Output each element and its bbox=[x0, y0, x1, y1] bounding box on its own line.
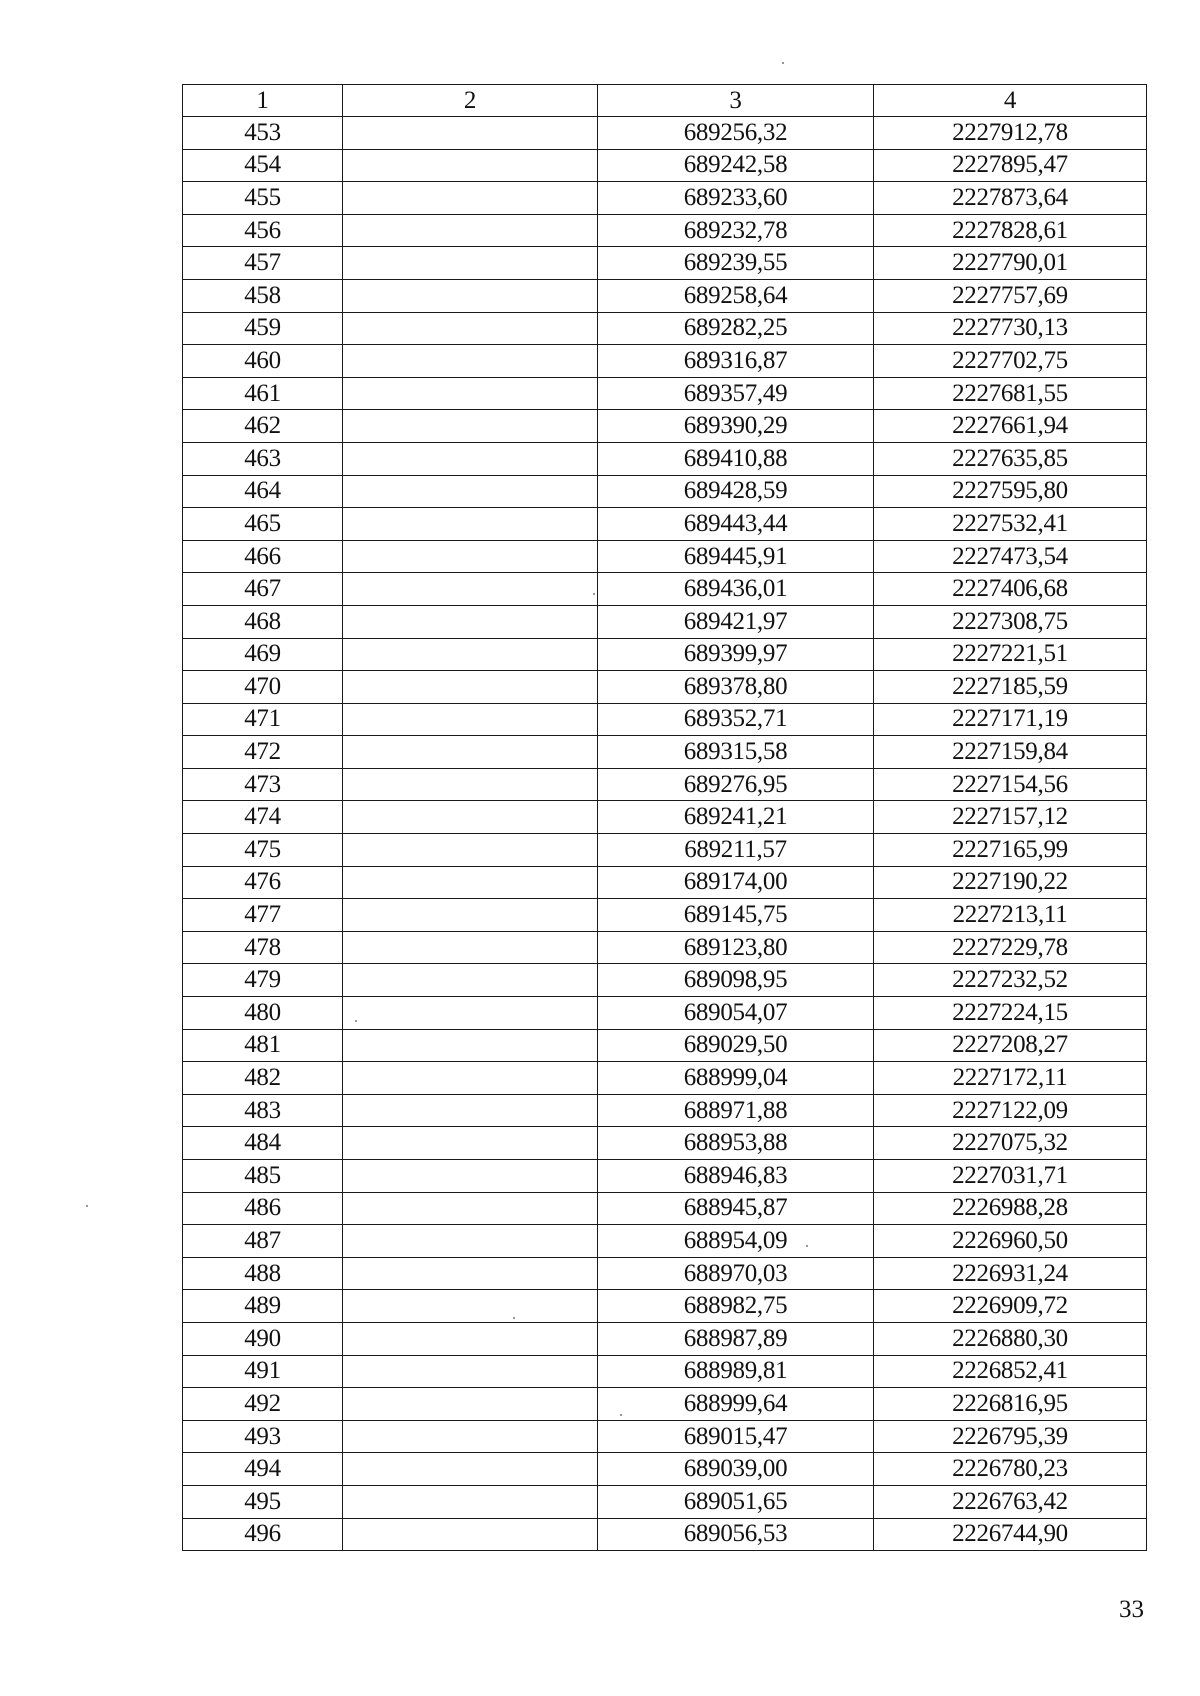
point-number-cell: 493 bbox=[183, 1420, 343, 1453]
table-row bbox=[183, 997, 1147, 1030]
point-number-cell: 456 bbox=[183, 214, 343, 247]
y-coordinate-cell: 2226763,42 bbox=[874, 1485, 1147, 1518]
x-coordinate-cell: 689039,00 bbox=[598, 1453, 874, 1486]
description-cell bbox=[343, 1225, 598, 1258]
y-coordinate-cell: 2226852,41 bbox=[874, 1355, 1147, 1388]
description-cell bbox=[343, 1420, 598, 1453]
table-row bbox=[183, 149, 1147, 182]
point-number-cell: 481 bbox=[183, 1029, 343, 1062]
table-row bbox=[183, 834, 1147, 867]
x-coordinate-cell: 689056,53 bbox=[598, 1518, 874, 1551]
y-coordinate-cell: 2227406,68 bbox=[874, 573, 1147, 606]
point-number-cell: 453 bbox=[183, 117, 343, 150]
y-coordinate-cell: 2227895,47 bbox=[874, 149, 1147, 182]
point-number-cell: 468 bbox=[183, 605, 343, 638]
x-coordinate-cell: 688954,09 bbox=[598, 1225, 874, 1258]
scan-speck bbox=[355, 1020, 357, 1022]
x-coordinate-cell: 689051,65 bbox=[598, 1485, 874, 1518]
scan-speck bbox=[806, 1245, 808, 1247]
x-coordinate-cell: 689098,95 bbox=[598, 964, 874, 997]
point-number-cell: 460 bbox=[183, 345, 343, 378]
table-row bbox=[183, 1062, 1147, 1095]
x-coordinate-cell: 689242,58 bbox=[598, 149, 874, 182]
table-row bbox=[183, 736, 1147, 769]
table-row bbox=[183, 1127, 1147, 1160]
y-coordinate-cell: 2227730,13 bbox=[874, 312, 1147, 345]
description-cell bbox=[343, 1485, 598, 1518]
point-number-cell: 457 bbox=[183, 247, 343, 280]
y-coordinate-cell: 2227190,22 bbox=[874, 866, 1147, 899]
column-header-3: 3 bbox=[598, 85, 874, 117]
point-number-cell: 469 bbox=[183, 638, 343, 671]
table-row bbox=[183, 1485, 1147, 1518]
x-coordinate-cell: 689282,25 bbox=[598, 312, 874, 345]
table-row bbox=[183, 508, 1147, 541]
table-row bbox=[183, 442, 1147, 475]
table-row bbox=[183, 377, 1147, 410]
y-coordinate-cell: 2227165,99 bbox=[874, 834, 1147, 867]
y-coordinate-cell: 2226744,90 bbox=[874, 1518, 1147, 1551]
x-coordinate-cell: 689258,64 bbox=[598, 279, 874, 312]
description-cell bbox=[343, 345, 598, 378]
y-coordinate-cell: 2227154,56 bbox=[874, 768, 1147, 801]
y-coordinate-cell: 2227229,78 bbox=[874, 931, 1147, 964]
description-cell bbox=[343, 1518, 598, 1551]
table-row bbox=[183, 866, 1147, 899]
point-number-cell: 465 bbox=[183, 508, 343, 541]
table-row bbox=[183, 1192, 1147, 1225]
point-number-cell: 477 bbox=[183, 899, 343, 932]
x-coordinate-cell: 688999,04 bbox=[598, 1062, 874, 1095]
table-row bbox=[183, 1453, 1147, 1486]
table-row bbox=[183, 182, 1147, 215]
column-header-4: 4 bbox=[874, 85, 1147, 117]
table-row bbox=[183, 1029, 1147, 1062]
y-coordinate-cell: 2227661,94 bbox=[874, 410, 1147, 443]
description-cell bbox=[343, 997, 598, 1030]
table-row bbox=[183, 475, 1147, 508]
description-cell bbox=[343, 377, 598, 410]
point-number-cell: 488 bbox=[183, 1257, 343, 1290]
y-coordinate-cell: 2227232,52 bbox=[874, 964, 1147, 997]
point-number-cell: 482 bbox=[183, 1062, 343, 1095]
y-coordinate-cell: 2227681,55 bbox=[874, 377, 1147, 410]
point-number-cell: 474 bbox=[183, 801, 343, 834]
description-cell bbox=[343, 117, 598, 150]
x-coordinate-cell: 689241,21 bbox=[598, 801, 874, 834]
table-header bbox=[183, 85, 1147, 117]
table-row bbox=[183, 573, 1147, 606]
y-coordinate-cell: 2226795,39 bbox=[874, 1420, 1147, 1453]
x-coordinate-cell: 689233,60 bbox=[598, 182, 874, 215]
point-number-cell: 461 bbox=[183, 377, 343, 410]
table-row bbox=[183, 638, 1147, 671]
table-row bbox=[183, 1388, 1147, 1421]
point-number-cell: 475 bbox=[183, 834, 343, 867]
table-row bbox=[183, 312, 1147, 345]
description-cell bbox=[343, 866, 598, 899]
y-coordinate-cell: 2226988,28 bbox=[874, 1192, 1147, 1225]
y-coordinate-cell: 2227075,32 bbox=[874, 1127, 1147, 1160]
page-number: 33 bbox=[1119, 1596, 1144, 1623]
y-coordinate-cell: 2227757,69 bbox=[874, 279, 1147, 312]
table-row bbox=[183, 540, 1147, 573]
x-coordinate-cell: 689357,49 bbox=[598, 377, 874, 410]
table-row bbox=[183, 1290, 1147, 1323]
y-coordinate-cell: 2227157,12 bbox=[874, 801, 1147, 834]
coordinates-table bbox=[182, 84, 1147, 1551]
column-header-1: 1 bbox=[183, 85, 343, 117]
description-cell bbox=[343, 736, 598, 769]
x-coordinate-cell: 689256,32 bbox=[598, 117, 874, 150]
point-number-cell: 459 bbox=[183, 312, 343, 345]
point-number-cell: 483 bbox=[183, 1094, 343, 1127]
x-coordinate-cell: 689123,80 bbox=[598, 931, 874, 964]
point-number-cell: 494 bbox=[183, 1453, 343, 1486]
y-coordinate-cell: 2226816,95 bbox=[874, 1388, 1147, 1421]
y-coordinate-cell: 2227532,41 bbox=[874, 508, 1147, 541]
y-coordinate-cell: 2227172,11 bbox=[874, 1062, 1147, 1095]
x-coordinate-cell: 688989,81 bbox=[598, 1355, 874, 1388]
x-coordinate-cell: 688953,88 bbox=[598, 1127, 874, 1160]
table-row bbox=[183, 931, 1147, 964]
scan-speck bbox=[86, 1205, 88, 1207]
description-cell bbox=[343, 1290, 598, 1323]
y-coordinate-cell: 2227213,11 bbox=[874, 899, 1147, 932]
point-number-cell: 455 bbox=[183, 182, 343, 215]
description-cell bbox=[343, 182, 598, 215]
table-row bbox=[183, 964, 1147, 997]
table-row bbox=[183, 214, 1147, 247]
x-coordinate-cell: 689390,29 bbox=[598, 410, 874, 443]
y-coordinate-cell: 2227912,78 bbox=[874, 117, 1147, 150]
table-row bbox=[183, 1160, 1147, 1193]
description-cell bbox=[343, 703, 598, 736]
y-coordinate-cell: 2226880,30 bbox=[874, 1322, 1147, 1355]
description-cell bbox=[343, 1094, 598, 1127]
scan-speck bbox=[782, 62, 784, 64]
x-coordinate-cell: 689428,59 bbox=[598, 475, 874, 508]
y-coordinate-cell: 2227828,61 bbox=[874, 214, 1147, 247]
table-row bbox=[183, 247, 1147, 280]
point-number-cell: 473 bbox=[183, 768, 343, 801]
point-number-cell: 463 bbox=[183, 442, 343, 475]
description-cell bbox=[343, 1322, 598, 1355]
x-coordinate-cell: 688982,75 bbox=[598, 1290, 874, 1323]
point-number-cell: 490 bbox=[183, 1322, 343, 1355]
description-cell bbox=[343, 1029, 598, 1062]
description-cell bbox=[343, 573, 598, 606]
table-row bbox=[183, 345, 1147, 378]
y-coordinate-cell: 2227171,19 bbox=[874, 703, 1147, 736]
y-coordinate-cell: 2227873,64 bbox=[874, 182, 1147, 215]
y-coordinate-cell: 2227122,09 bbox=[874, 1094, 1147, 1127]
x-coordinate-cell: 689316,87 bbox=[598, 345, 874, 378]
y-coordinate-cell: 2227224,15 bbox=[874, 997, 1147, 1030]
y-coordinate-cell: 2227308,75 bbox=[874, 605, 1147, 638]
x-coordinate-cell: 689436,01 bbox=[598, 573, 874, 606]
table-row bbox=[183, 1094, 1147, 1127]
x-coordinate-cell: 689239,55 bbox=[598, 247, 874, 280]
y-coordinate-cell: 2226909,72 bbox=[874, 1290, 1147, 1323]
table-row bbox=[183, 671, 1147, 704]
y-coordinate-cell: 2227208,27 bbox=[874, 1029, 1147, 1062]
y-coordinate-cell: 2226780,23 bbox=[874, 1453, 1147, 1486]
scan-speck bbox=[593, 593, 595, 595]
point-number-cell: 489 bbox=[183, 1290, 343, 1323]
description-cell bbox=[343, 540, 598, 573]
x-coordinate-cell: 689399,97 bbox=[598, 638, 874, 671]
point-number-cell: 464 bbox=[183, 475, 343, 508]
table-row bbox=[183, 605, 1147, 638]
table-row bbox=[183, 703, 1147, 736]
description-cell bbox=[343, 671, 598, 704]
y-coordinate-cell: 2227221,51 bbox=[874, 638, 1147, 671]
point-number-cell: 454 bbox=[183, 149, 343, 182]
x-coordinate-cell: 688999,64 bbox=[598, 1388, 874, 1421]
table-row bbox=[183, 768, 1147, 801]
description-cell bbox=[343, 1355, 598, 1388]
table-row bbox=[183, 1225, 1147, 1258]
x-coordinate-cell: 689410,88 bbox=[598, 442, 874, 475]
y-coordinate-cell: 2227031,71 bbox=[874, 1160, 1147, 1193]
point-number-cell: 458 bbox=[183, 279, 343, 312]
x-coordinate-cell: 689443,44 bbox=[598, 508, 874, 541]
table-row bbox=[183, 801, 1147, 834]
y-coordinate-cell: 2227595,80 bbox=[874, 475, 1147, 508]
description-cell bbox=[343, 410, 598, 443]
x-coordinate-cell: 689174,00 bbox=[598, 866, 874, 899]
x-coordinate-cell: 689378,80 bbox=[598, 671, 874, 704]
table-body bbox=[183, 117, 1147, 1551]
point-number-cell: 492 bbox=[183, 1388, 343, 1421]
point-number-cell: 470 bbox=[183, 671, 343, 704]
x-coordinate-cell: 689315,58 bbox=[598, 736, 874, 769]
x-coordinate-cell: 689445,91 bbox=[598, 540, 874, 573]
point-number-cell: 484 bbox=[183, 1127, 343, 1160]
x-coordinate-cell: 688971,88 bbox=[598, 1094, 874, 1127]
x-coordinate-cell: 689421,97 bbox=[598, 605, 874, 638]
description-cell bbox=[343, 1257, 598, 1290]
description-cell bbox=[343, 1388, 598, 1421]
point-number-cell: 496 bbox=[183, 1518, 343, 1551]
x-coordinate-cell: 688946,83 bbox=[598, 1160, 874, 1193]
y-coordinate-cell: 2227473,54 bbox=[874, 540, 1147, 573]
point-number-cell: 495 bbox=[183, 1485, 343, 1518]
y-coordinate-cell: 2227702,75 bbox=[874, 345, 1147, 378]
y-coordinate-cell: 2227159,84 bbox=[874, 736, 1147, 769]
table-row bbox=[183, 117, 1147, 150]
y-coordinate-cell: 2227635,85 bbox=[874, 442, 1147, 475]
x-coordinate-cell: 688945,87 bbox=[598, 1192, 874, 1225]
description-cell bbox=[343, 834, 598, 867]
x-coordinate-cell: 689015,47 bbox=[598, 1420, 874, 1453]
table-row bbox=[183, 1322, 1147, 1355]
x-coordinate-cell: 689232,78 bbox=[598, 214, 874, 247]
description-cell bbox=[343, 1453, 598, 1486]
table-row bbox=[183, 899, 1147, 932]
y-coordinate-cell: 2226931,24 bbox=[874, 1257, 1147, 1290]
point-number-cell: 480 bbox=[183, 997, 343, 1030]
column-header-2: 2 bbox=[343, 85, 598, 117]
description-cell bbox=[343, 279, 598, 312]
x-coordinate-cell: 689276,95 bbox=[598, 768, 874, 801]
point-number-cell: 462 bbox=[183, 410, 343, 443]
point-number-cell: 485 bbox=[183, 1160, 343, 1193]
table-row bbox=[183, 1257, 1147, 1290]
x-coordinate-cell: 688987,89 bbox=[598, 1322, 874, 1355]
description-cell bbox=[343, 312, 598, 345]
x-coordinate-cell: 688970,03 bbox=[598, 1257, 874, 1290]
y-coordinate-cell: 2226960,50 bbox=[874, 1225, 1147, 1258]
description-cell bbox=[343, 475, 598, 508]
table-row bbox=[183, 1355, 1147, 1388]
description-cell bbox=[343, 247, 598, 280]
header-row bbox=[183, 85, 1147, 117]
description-cell bbox=[343, 605, 598, 638]
y-coordinate-cell: 2227185,59 bbox=[874, 671, 1147, 704]
x-coordinate-cell: 689145,75 bbox=[598, 899, 874, 932]
description-cell bbox=[343, 508, 598, 541]
point-number-cell: 471 bbox=[183, 703, 343, 736]
table-row bbox=[183, 279, 1147, 312]
description-cell bbox=[343, 964, 598, 997]
point-number-cell: 479 bbox=[183, 964, 343, 997]
description-cell bbox=[343, 638, 598, 671]
point-number-cell: 478 bbox=[183, 931, 343, 964]
description-cell bbox=[343, 1192, 598, 1225]
point-number-cell: 487 bbox=[183, 1225, 343, 1258]
description-cell bbox=[343, 899, 598, 932]
description-cell bbox=[343, 1160, 598, 1193]
table-row bbox=[183, 1420, 1147, 1453]
y-coordinate-cell: 2227790,01 bbox=[874, 247, 1147, 280]
description-cell bbox=[343, 768, 598, 801]
x-coordinate-cell: 689054,07 bbox=[598, 997, 874, 1030]
table-row bbox=[183, 410, 1147, 443]
point-number-cell: 491 bbox=[183, 1355, 343, 1388]
point-number-cell: 467 bbox=[183, 573, 343, 606]
description-cell bbox=[343, 1127, 598, 1160]
description-cell bbox=[343, 931, 598, 964]
x-coordinate-cell: 689211,57 bbox=[598, 834, 874, 867]
description-cell bbox=[343, 149, 598, 182]
description-cell bbox=[343, 801, 598, 834]
description-cell bbox=[343, 442, 598, 475]
x-coordinate-cell: 689352,71 bbox=[598, 703, 874, 736]
table-row bbox=[183, 1518, 1147, 1551]
scan-speck bbox=[513, 1317, 515, 1319]
point-number-cell: 476 bbox=[183, 866, 343, 899]
description-cell bbox=[343, 214, 598, 247]
point-number-cell: 466 bbox=[183, 540, 343, 573]
x-coordinate-cell: 689029,50 bbox=[598, 1029, 874, 1062]
description-cell bbox=[343, 1062, 598, 1095]
point-number-cell: 486 bbox=[183, 1192, 343, 1225]
scan-speck bbox=[620, 1414, 622, 1416]
point-number-cell: 472 bbox=[183, 736, 343, 769]
